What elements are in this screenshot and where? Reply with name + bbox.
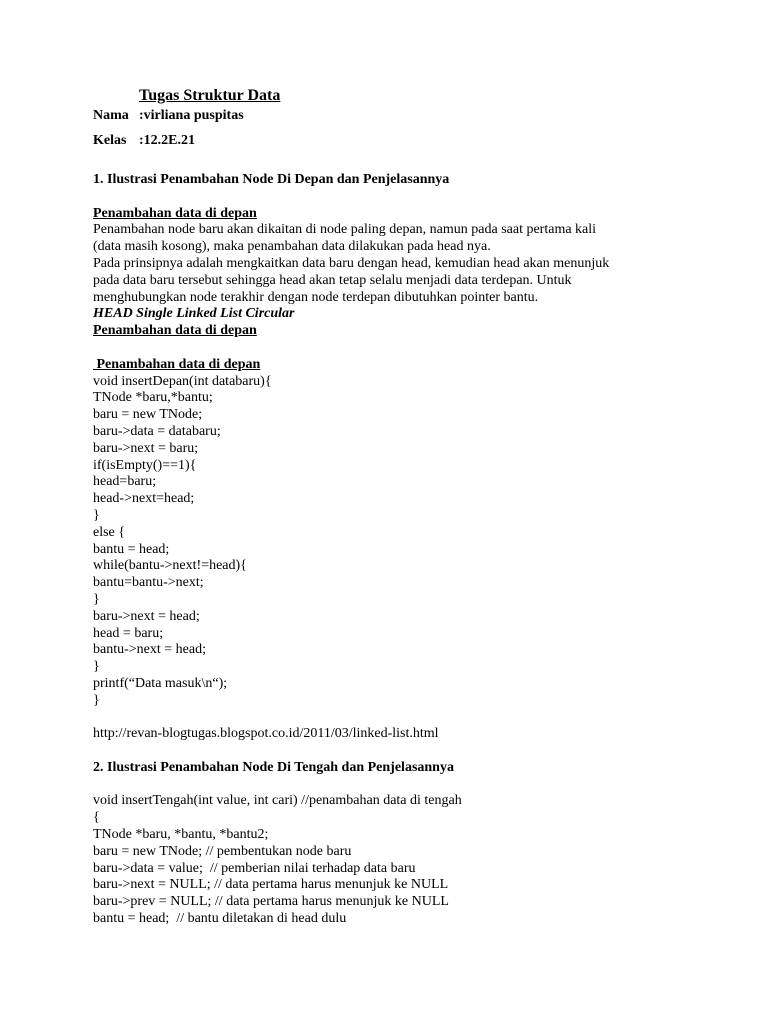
document-body: [93, 172, 693, 928]
name-label: Nama: [93, 108, 129, 123]
section-1-subheading: Penambahan data di depan: [93, 205, 257, 221]
class-label: Kelas: [93, 133, 127, 148]
source-url: http://revan-blogtugas.blogspot.co.id/2011/03/linked-list.html: [93, 726, 439, 742]
code-line: }: [93, 591, 100, 607]
blank-line: [93, 340, 693, 357]
section-1-heading: 1. Ilustrasi Penambahan Node Di Depan dan Penjelasannya: [93, 172, 450, 187]
code-line: }: [93, 692, 100, 708]
code-line: head=baru;: [93, 474, 157, 490]
code-line: baru->next = baru;: [93, 440, 199, 456]
student-class-row: [93, 132, 195, 149]
code-line: }: [93, 507, 100, 523]
code-line: head = baru;: [93, 625, 164, 641]
code-line: bantu=bantu->next;: [93, 575, 204, 591]
code-line: bantu = head; // bantu diletakan di head dulu: [93, 911, 347, 927]
code-line: baru = new TNode; // pembentukan node baru: [93, 843, 352, 859]
code-line: baru->data = value; // pemberian nilai terhadap data baru: [93, 860, 416, 876]
code-block-insert-depan: [93, 374, 693, 710]
code-line: head->next=head;: [93, 491, 195, 507]
code-line: else {: [93, 524, 125, 540]
code-line: bantu = head;: [93, 541, 170, 557]
blank-line: [93, 710, 693, 727]
code-line: baru->next = NULL; // data pertama harus menunjuk ke NULL: [93, 877, 449, 893]
code-line: }: [93, 659, 100, 675]
code-line: TNode *baru,*bantu;: [93, 390, 213, 406]
paragraph-line: Penambahan node baru akan dikaitan di node paling depan, namun pada saat pertama kali: [93, 222, 597, 238]
code-line: baru->prev = NULL; // data pertama harus menunjuk ke NULL: [93, 894, 449, 910]
code-line: void insertTengah(int value, int cari) //penambahan data di tengah: [93, 793, 462, 809]
code-line: TNode *baru, *bantu, *bantu2;: [93, 827, 269, 843]
blank-line: [93, 777, 693, 794]
name-value: :virliana puspitas: [139, 108, 244, 123]
section-2-heading: 2. Ilustrasi Penambahan Node Di Tengah dan Penjelasannya: [93, 759, 454, 775]
code-line: bantu->next = head;: [93, 642, 206, 658]
code-line: baru = new TNode;: [93, 407, 203, 423]
blank-line: [93, 189, 693, 206]
italic-heading: HEAD Single Linked List Circular: [93, 306, 295, 322]
code-line: baru->data = databaru;: [93, 423, 221, 439]
document-title: Tugas Struktur Data: [139, 87, 281, 104]
code-block-insert-tengah: [93, 793, 693, 927]
student-name-row: [93, 107, 244, 124]
code-line: if(isEmpty()==1){: [93, 457, 197, 473]
paragraph-line: pada data baru tersebut sehingga head akan tetap selalu menjadi data terdepan. Untuk: [93, 272, 572, 288]
paragraph-line: (data masih kosong), maka penambahan data dilakukan pada head nya.: [93, 239, 491, 255]
section-1-subheading-2: Penambahan data di depan: [93, 323, 257, 339]
code-line: printf(“Data masuk\n“);: [93, 675, 228, 691]
class-value: :12.2E.21: [139, 133, 195, 148]
blank-line: [93, 743, 693, 760]
code-line: {: [93, 810, 100, 826]
paragraph-line: menghubungkan node terakhir dengan node terdepan dibutuhkan pointer bantu.: [93, 289, 539, 305]
section-1-subheading-3: Penambahan data di depan: [93, 356, 261, 372]
code-line: baru->next = head;: [93, 608, 200, 624]
code-line: void insertDepan(int databaru){: [93, 373, 272, 389]
paragraph-line: Pada prinsipnya adalah mengkaitkan data baru dengan head, kemudian head akan menunjuk: [93, 255, 610, 271]
code-line: while(bantu->next!=head){: [93, 558, 247, 574]
